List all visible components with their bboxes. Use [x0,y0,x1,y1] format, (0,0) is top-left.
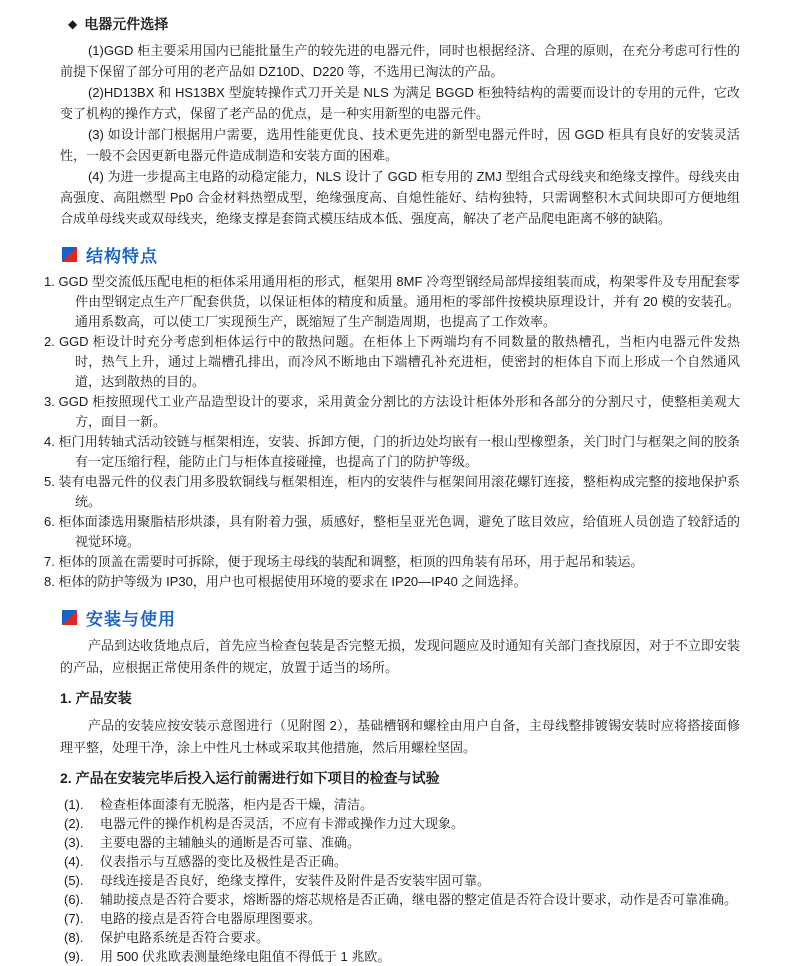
check-item [64,814,740,833]
section-title-electrical-components [68,14,740,34]
structure-feature-item: 1. GGD 型交流低压配电柜的柜体采用通用柜的形式，框架用 8MF 冷弯型钢经局部焊接组装而成，构架零件及专用配套零件由型钢定点生产厂配套供货，以保证柜体的精度和质量。通用柜的零部件按模块原理设计，并有 20 模的安装孔。通用系数高，可以使工厂实现预生产，既缩短了生产制造周期，也提高了工作效率。 [44,274,740,329]
check-item-text: 辅助接点是否符合要求，熔断器的熔芯规格是否正确，继电器的整定值是否符合设计要求，动作是否可靠准确。 [100,892,738,907]
check-item [64,852,740,871]
check-item-number: (3). [64,835,84,850]
check-item [64,795,740,814]
component-paragraph: (1)GGD 柜主要采用国内已能批量生产的较先进的电器元件，同时也根据经济、合理的原则，在充分考虑可行性的前提下保留了部分可用的老产品如 DZ10D、D220 等，不选用已淘汰的产品。 [60,43,740,79]
components-paragraph-list [60,40,740,229]
check-item-text: 母线连接是否良好，绝缘支撑件，安装件及附件是否安装牢固可靠。 [100,873,491,888]
check-item-text: 用 500 伏兆欧表测量绝缘电阻值不得低于 1 兆欧。 [100,949,391,964]
blue-red-flag-icon [62,247,77,262]
component-paragraph: (2)HD13BX 和 HS13BX 型旋转操作式刀开关是 NLS 为满足 BGGD 柜独特结构的需要而设计的专用的元件，它改变了机构的操作方式，保留了老产品的优点，是一种实用新型的电器元件。 [60,85,740,121]
structure-feature-item: 4. 柜门用转轴式活动铰链与框架相连，安装、拆卸方便，门的折边处均嵌有一根山型橡塑条，关门时门与框架之间的胶条有一定压缩行程，能防止门与柜体直接碰撞，也提高了门的防护等级。 [44,434,740,469]
check-item-text: 仪表指示与互感器的变比及极性是否正确。 [100,854,348,869]
structure-feature-item: 6. 柜体面漆选用聚脂桔形烘漆，具有附着力强，质感好，整柜呈亚光色调，避免了眩目效应，给值班人员创造了较舒适的视觉环境。 [44,514,740,549]
structure-feature-item: 2. GGD 柜设计时充分考虑到柜体运行中的散热问题。在柜体上下两端均有不同数量的散热槽孔，当柜内电器元件发热时，热气上升，通过上端槽孔排出，而冷风不断地由下端槽孔补充进柜，使密封的柜体自下而上形成一个自然通风道，达到散热的目的。 [44,334,740,389]
installation-intro-paragraph: 产品到达收货地点后，首先应当检查包装是否完整无损，发现问题应及时通知有关部门查找原因，对于不立即安装的产品，应根据正常使用条件的规定，放置于适当的场所。 [60,638,740,675]
section-header-text: 安装与使用 [86,609,176,629]
check-item-number: (6). [64,892,84,907]
section-title-text: 电器元件选择 [84,16,169,32]
section-header-structure [62,243,740,265]
check-item [64,909,740,928]
check-item-number: (2). [64,816,84,831]
check-item [64,947,740,966]
blue-red-flag-icon [62,610,77,625]
section-header-text: 结构特点 [86,246,158,266]
product-installation-paragraph: 产品的安装应按安装示意图进行（见附图 2），基础槽钢和螺栓由用户自备，主母线整排镀锡安装时应将搭接面修理平整，处理干净，涂上中性凡士林或采取其他措施，然后用螺栓坚固。 [60,718,740,755]
check-item-number: (1). [64,797,84,812]
structure-feature-item: 7. 柜体的顶盖在需要时可拆除，便于现场主母线的装配和调整，柜顶的四角装有吊环，用于起吊和装运。 [44,554,644,569]
structure-feature-list [44,272,740,592]
check-item-text: 保护电路系统是否符合要求。 [100,930,270,945]
check-item [64,871,740,890]
check-item-number: (5). [64,873,84,888]
check-item [64,833,740,852]
subheading-product-installation: 1. 产品安装 [60,690,132,706]
check-item-text: 检查柜体面漆有无脱落，柜内是否干燥，清洁。 [100,797,374,812]
check-item-number: (7). [64,911,84,926]
check-item-number: (4). [64,854,84,869]
check-item [64,890,740,909]
structure-feature-item: 3. GGD 柜按照现代工业产品造型设计的要求，采用黄金分割比的方法设计柜体外形和各部分的分割尺寸，使整柜美观大方，面目一新。 [44,394,740,429]
check-item-list [64,795,740,966]
section-header-installation [62,606,740,628]
check-item-text: 电器元件的操作机构是否灵活，不应有卡滞或操作力过大现象。 [100,816,465,831]
component-paragraph: (3) 如设计部门根据用户需要，选用性能更优良、技术更先进的新型电器元件时，因 GGD 柜具有良好的安装灵活性，一般不会因更新电器元件造成制造和安装方面的困难。 [60,127,740,163]
subheading-pre-operation-checks: 2. 产品在安装完毕后投入运行前需进行如下项目的检查与试验 [60,770,440,786]
check-item-number: (9). [64,949,84,964]
structure-feature-item: 5. 装有电器元件的仪表门用多股软铜线与框架相连，柜内的安装件与框架间用滚花螺钉连接，整柜构成完整的接地保护系统。 [44,474,740,509]
component-paragraph: (4) 为进一步提高主电路的动稳定能力，NLS 设计了 GGD 柜专用的 ZMJ 型组合式母线夹和绝缘支撑件。母线夹由高强度、高阻燃型 Pp0 合金材料热塑成型，绝缘强度高、自熄性能好、结构独特，只需调整积木式间块即可方便地组合成单母线夹或双母线夹，绝缘支撑是套筒式模压结成本低、强度高，解决了老产品爬电距离不够的缺陷。 [60,169,740,226]
diamond-bullet-icon: ◆ [68,17,78,31]
check-item-text: 电路的接点是否符合电器原理图要求。 [100,911,322,926]
structure-feature-item: 8. 柜体的防护等级为 IP30，用户也可根据使用环境的要求在 IP20—IP40 之间选择。 [44,574,527,589]
check-item [64,928,740,947]
check-item-number: (8). [64,930,84,945]
check-item-text: 主要电器的主辅触头的通断是否可靠、准确。 [100,835,361,850]
